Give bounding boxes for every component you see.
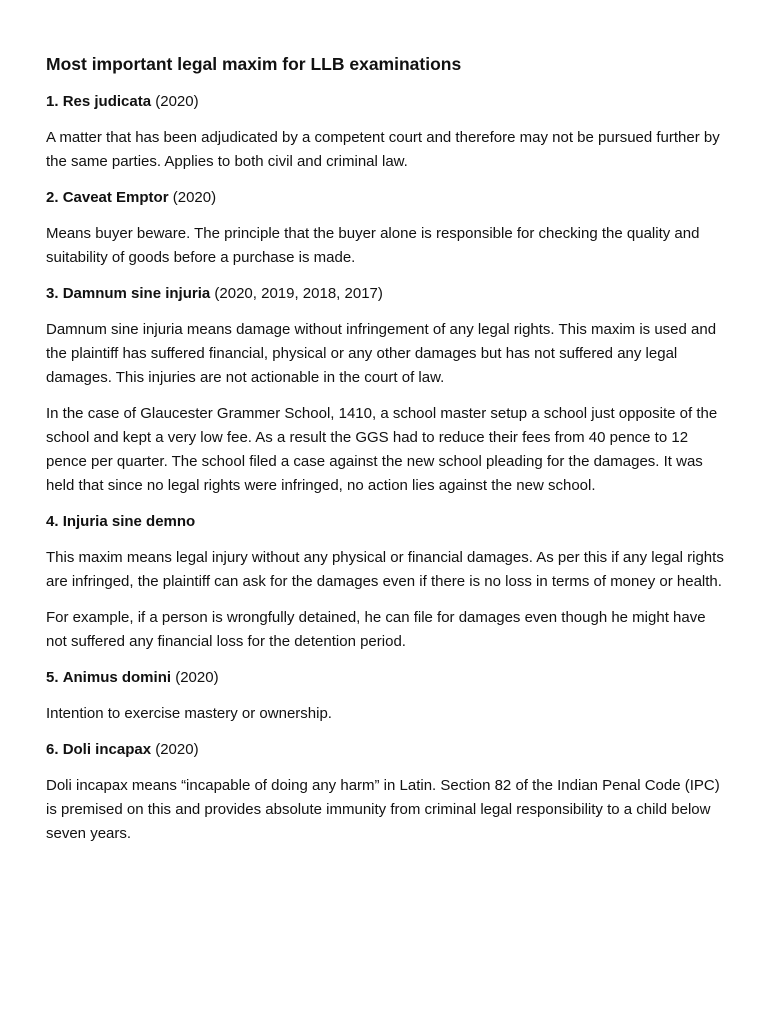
maxim-heading	[46, 282, 728, 306]
maxim-heading	[46, 666, 728, 690]
maxim-paragraph: A matter that has been adjudicated by a competent court and therefore may not be pursued further by the same parties. Applies to both civil and criminal law.	[46, 129, 720, 170]
maxim-entry	[46, 282, 728, 498]
maxim-years: (2020)	[172, 189, 217, 206]
maxim-name: Damnum sine injuria	[62, 285, 211, 302]
maxim-paragraph: Doli incapax means “incapable of doing any harm” in Latin. Section 82 of the Indian Penal Code (IPC) is premised on this and provides absolute immunity from criminal legal responsibility to a child below seven years.	[46, 777, 720, 842]
maxim-number: 1.	[46, 93, 59, 110]
maxim-entry	[46, 186, 728, 270]
maxim-number: 5.	[46, 669, 59, 686]
maxim-paragraph: Means buyer beware. The principle that the buyer alone is responsible for checking the quality and suitability of goods before a purchase is made.	[46, 225, 700, 266]
maxim-years: (2020)	[155, 93, 199, 110]
maxim-years: (2020)	[175, 669, 219, 686]
maxim-number: 6.	[46, 741, 59, 758]
maxim-heading	[46, 90, 728, 114]
maxim-heading	[46, 510, 728, 534]
maxim-entry	[46, 90, 728, 174]
maxim-paragraph: For example, if a person is wrongfully detained, he can file for damages even though he might have not suffered any financial loss for the detention period.	[46, 609, 706, 650]
maxim-name: Injuria sine demno	[62, 513, 196, 530]
maxim-name: Animus domini	[62, 669, 172, 686]
maxim-number: 2.	[46, 189, 59, 206]
document-title: Most important legal maxim for LLB examinations	[46, 54, 462, 74]
maxim-number: 4.	[46, 513, 59, 530]
maxim-entry	[46, 510, 728, 654]
maxim-entry	[46, 738, 728, 846]
maxim-paragraph: In the case of Glaucester Grammer School, 1410, a school master setup a school just opposite of the school and kept a very low fee. As a result the GGS had to reduce their fees from 40 pence to 12 pence per quarter. The school filed a case against the new school pleading for the damages. It was held that since no legal rights were infringed, no action lies against the new school.	[46, 405, 718, 494]
maxim-years: (2020, 2019, 2018, 2017)	[214, 285, 383, 302]
maxim-name: Doli incapax	[62, 741, 152, 758]
maxim-years: (2020)	[155, 741, 199, 758]
maxim-name: Res judicata	[62, 93, 152, 110]
maxim-paragraph: Intention to exercise mastery or ownership.	[46, 705, 332, 722]
maxim-entry	[46, 666, 728, 726]
maxim-paragraph: This maxim means legal injury without any physical or financial damages. As per this if any legal rights are infringed, the plaintiff can ask for the damages even if there is no loss in terms of money or health.	[46, 549, 724, 590]
maxim-heading	[46, 738, 728, 762]
maxim-paragraph: Damnum sine injuria means damage without infringement of any legal rights. This maxim is used and the plaintiff has suffered financial, physical or any other damages but has not suffered any legal damages. This injuries are not actionable in the court of law.	[46, 321, 717, 386]
maxim-number: 3.	[46, 285, 59, 302]
maxim-heading	[46, 186, 728, 210]
maxim-name: Caveat Emptor	[62, 189, 169, 206]
